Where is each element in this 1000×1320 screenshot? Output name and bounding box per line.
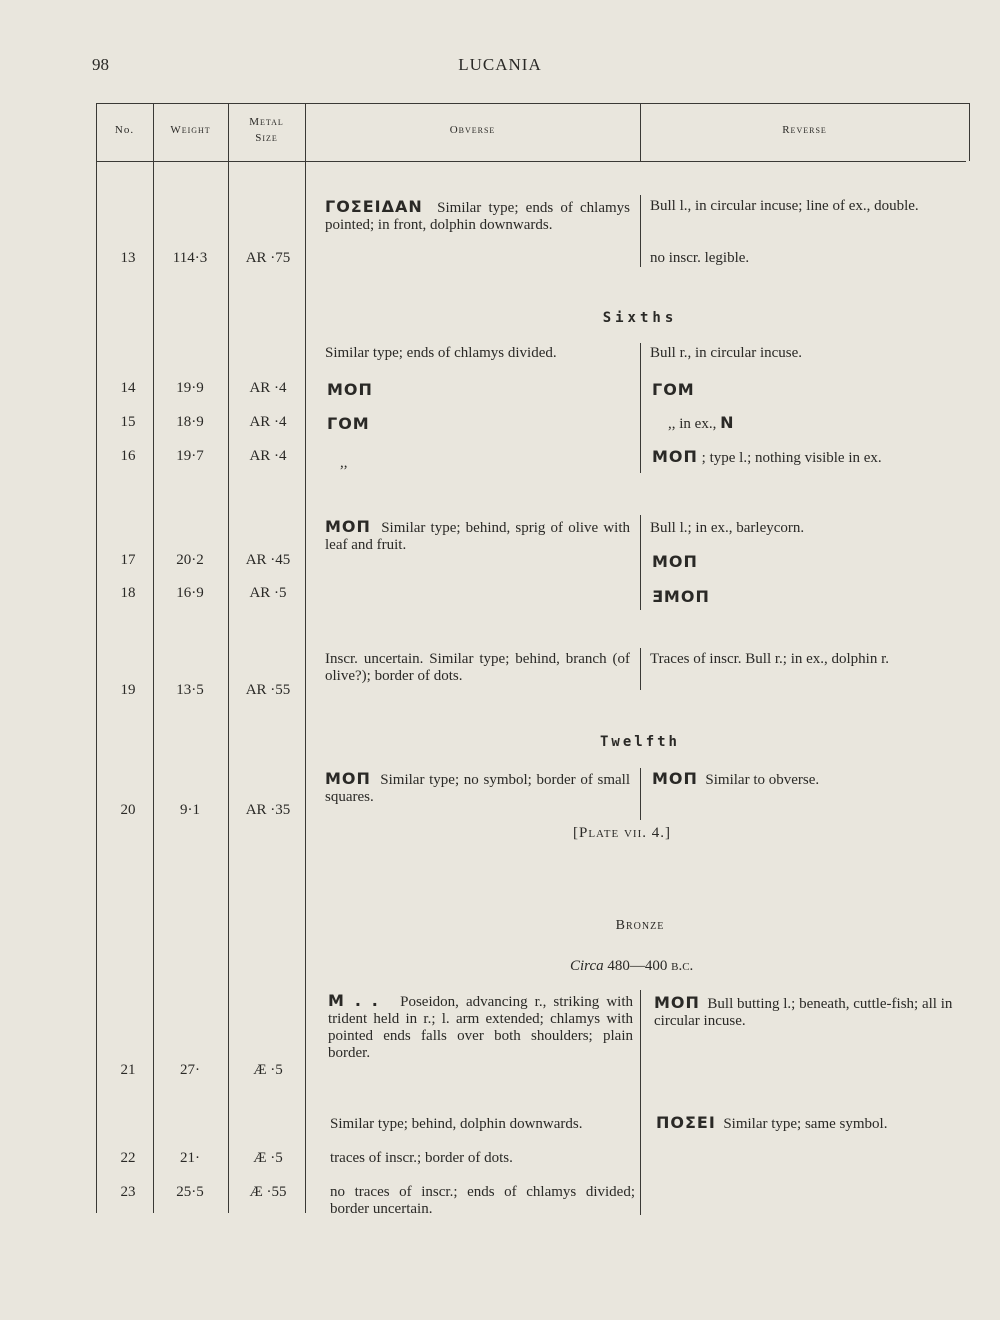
plate-reference: [Plate vii. 4.] bbox=[573, 825, 671, 841]
reverse-inscription: ΓΟΜ bbox=[652, 380, 695, 399]
inscription: Μ . . bbox=[328, 991, 379, 1010]
coin-no: 20 bbox=[120, 802, 136, 818]
obverse-cell-20 bbox=[325, 770, 630, 806]
obv-rev-rule bbox=[640, 343, 641, 473]
header-bottom-rule bbox=[96, 161, 966, 162]
running-title: LUCANIA bbox=[458, 55, 542, 74]
coin-weight: 21· bbox=[180, 1150, 200, 1166]
coin-metal-size: Æ ·5 bbox=[253, 1062, 283, 1078]
reverse-cell-15 bbox=[668, 414, 734, 433]
inscription: ΜΟΠ bbox=[325, 769, 371, 788]
col-rule-metal bbox=[305, 103, 306, 1213]
coin-metal-size: AR ·75 bbox=[245, 250, 291, 266]
reverse-cell-20 bbox=[652, 770, 819, 789]
sixths-obverse-intro: Similar type; ends of chlamys divided. bbox=[325, 345, 557, 361]
coin-weight: 27· bbox=[180, 1062, 200, 1078]
obv-rev-rule bbox=[640, 515, 641, 610]
reverse-text: Similar type; same symbol. bbox=[723, 1116, 888, 1132]
obverse-cell-21 bbox=[328, 992, 633, 1062]
header-reverse: Reverse bbox=[782, 124, 827, 136]
inscription: ΓΟΣΕΙΔΑΝ bbox=[325, 197, 423, 216]
coin-metal-size: Æ ·55 bbox=[249, 1184, 287, 1200]
coin-no: 13 bbox=[120, 250, 136, 266]
coin-metal-size: AR ·55 bbox=[245, 682, 291, 698]
coin-no: 16 bbox=[120, 448, 136, 464]
obv-rev-rule bbox=[640, 648, 641, 690]
reverse-inscription: ΜΟΠ bbox=[654, 993, 700, 1012]
coin-weight: 9·1 bbox=[180, 802, 200, 818]
reverse-text: ; type l.; nothing visible in ex. bbox=[701, 450, 882, 466]
reverse-cell-19: Traces of inscr. Bull r.; in ex., dolphin r. bbox=[650, 651, 890, 667]
inscription: ΜΟΠ bbox=[325, 517, 371, 536]
header-metal: Metal bbox=[249, 116, 284, 128]
reverse-text: Similar to obverse. bbox=[705, 772, 820, 788]
coin-weight: 13·5 bbox=[176, 682, 204, 698]
section-heading-sixths: Sixths bbox=[602, 310, 678, 326]
coin-metal-size: AR ·5 bbox=[249, 585, 287, 601]
coin-no: 15 bbox=[120, 414, 136, 430]
col-rule-no bbox=[153, 103, 154, 1213]
header-no: No. bbox=[114, 124, 135, 136]
reverse-inscription: ƎΜΟΠ bbox=[652, 587, 710, 606]
obverse-inscription: ΓΟΜ bbox=[327, 414, 370, 433]
obverse-text: Poseidon, advancing r., striking with trident held in r.; l. arm extended; chlamys with pointed ends falls over both shoulders; plain border. bbox=[328, 994, 633, 1061]
obverse-cell-22: traces of inscr.; border of dots. bbox=[330, 1150, 513, 1166]
obverse-cell-17 bbox=[325, 518, 630, 554]
obv-rev-rule bbox=[640, 195, 641, 267]
coin-metal-size: AR ·35 bbox=[245, 802, 291, 818]
reverse-cell-17: Bull l.; in ex., barleycorn. bbox=[650, 520, 805, 536]
coin-weight: 25·5 bbox=[176, 1184, 204, 1200]
coin-weight: 18·9 bbox=[176, 414, 204, 430]
coin-weight: 114·3 bbox=[172, 250, 208, 266]
coin-weight: 20·2 bbox=[176, 552, 204, 568]
coin-no: 19 bbox=[120, 682, 136, 698]
section-heading-bronze: Bronze bbox=[615, 918, 665, 933]
header-obverse: Obverse bbox=[449, 124, 496, 136]
coin-no: 17 bbox=[120, 552, 136, 568]
coin-metal-size: AR ·4 bbox=[249, 380, 287, 396]
table-right-rule bbox=[969, 103, 970, 161]
col-rule-weight bbox=[228, 103, 229, 1213]
reverse-inscription: ΜΟΠ bbox=[652, 769, 698, 788]
circa-label: Circa bbox=[570, 958, 604, 974]
coin-no: 22 bbox=[120, 1150, 136, 1166]
obverse-cell-22-intro: Similar type; behind, dolphin downwards. bbox=[330, 1116, 583, 1132]
coin-metal-size: AR ·4 bbox=[249, 414, 287, 430]
coin-metal-size: AR ·45 bbox=[245, 552, 291, 568]
reverse-inscription: ΜΟΠ bbox=[652, 447, 698, 466]
obv-rev-rule bbox=[640, 768, 641, 820]
reverse-inscription: ΜΟΠ bbox=[652, 552, 698, 571]
reverse-inscription: Ν bbox=[720, 413, 735, 432]
obverse-inscription: ΜΟΠ bbox=[327, 380, 373, 399]
reverse-text: Bull butting l.; beneath, cuttle-fish; all in circular incuse. bbox=[654, 996, 953, 1029]
coin-metal-size: AR ·4 bbox=[249, 448, 287, 464]
coin-no: 23 bbox=[120, 1184, 136, 1200]
section-heading-twelfth: Twelfth bbox=[599, 734, 680, 750]
coin-metal-size: Æ ·5 bbox=[253, 1150, 283, 1166]
obverse-text: Similar type; no symbol; border of small squares. bbox=[325, 772, 630, 805]
obverse-cell-13 bbox=[325, 198, 630, 234]
sixths-reverse-intro: Bull r., in circular incuse. bbox=[650, 345, 803, 361]
reverse-cell-21 bbox=[654, 994, 959, 1030]
coin-no: 18 bbox=[120, 585, 136, 601]
coin-no: 21 bbox=[120, 1062, 136, 1078]
header-weight: Weight bbox=[170, 124, 211, 136]
coin-weight: 16·9 bbox=[176, 585, 204, 601]
section-date bbox=[570, 958, 693, 975]
page-number: 98 bbox=[92, 55, 109, 74]
obv-rev-rule bbox=[640, 990, 641, 1215]
obverse-text: Similar type; ends of chlamys pointed; in front, dolphin downwards. bbox=[325, 200, 631, 233]
reverse-inscription: ΠΟΣΕΙ bbox=[656, 1113, 716, 1132]
table-left-rule bbox=[96, 103, 97, 1213]
obverse-text: Similar type; behind, sprig of olive with leaf and fruit. bbox=[325, 520, 630, 553]
coin-weight: 19·9 bbox=[176, 380, 204, 396]
coin-no: 14 bbox=[120, 380, 136, 396]
reverse-cell-16 bbox=[652, 448, 882, 467]
obverse-cell-23: no traces of inscr.; ends of chlamys divided; border uncertain. bbox=[330, 1184, 635, 1217]
header-size: Size bbox=[255, 132, 278, 144]
reverse-cell-13: Bull l., in circular incuse; line of ex., double. bbox=[650, 198, 919, 214]
reverse-text: ,, in ex., bbox=[668, 416, 717, 432]
date-range: 480—400 b.c. bbox=[607, 958, 694, 974]
reverse-cell-22 bbox=[656, 1114, 887, 1133]
obverse-ditto: ,, bbox=[340, 455, 348, 471]
obverse-cell-19: Inscr. uncertain. Similar type; behind, branch (of olive?); border of dots. bbox=[325, 651, 630, 684]
coin-weight: 19·7 bbox=[176, 448, 204, 464]
reverse-cell-13b: no inscr. legible. bbox=[650, 250, 750, 266]
